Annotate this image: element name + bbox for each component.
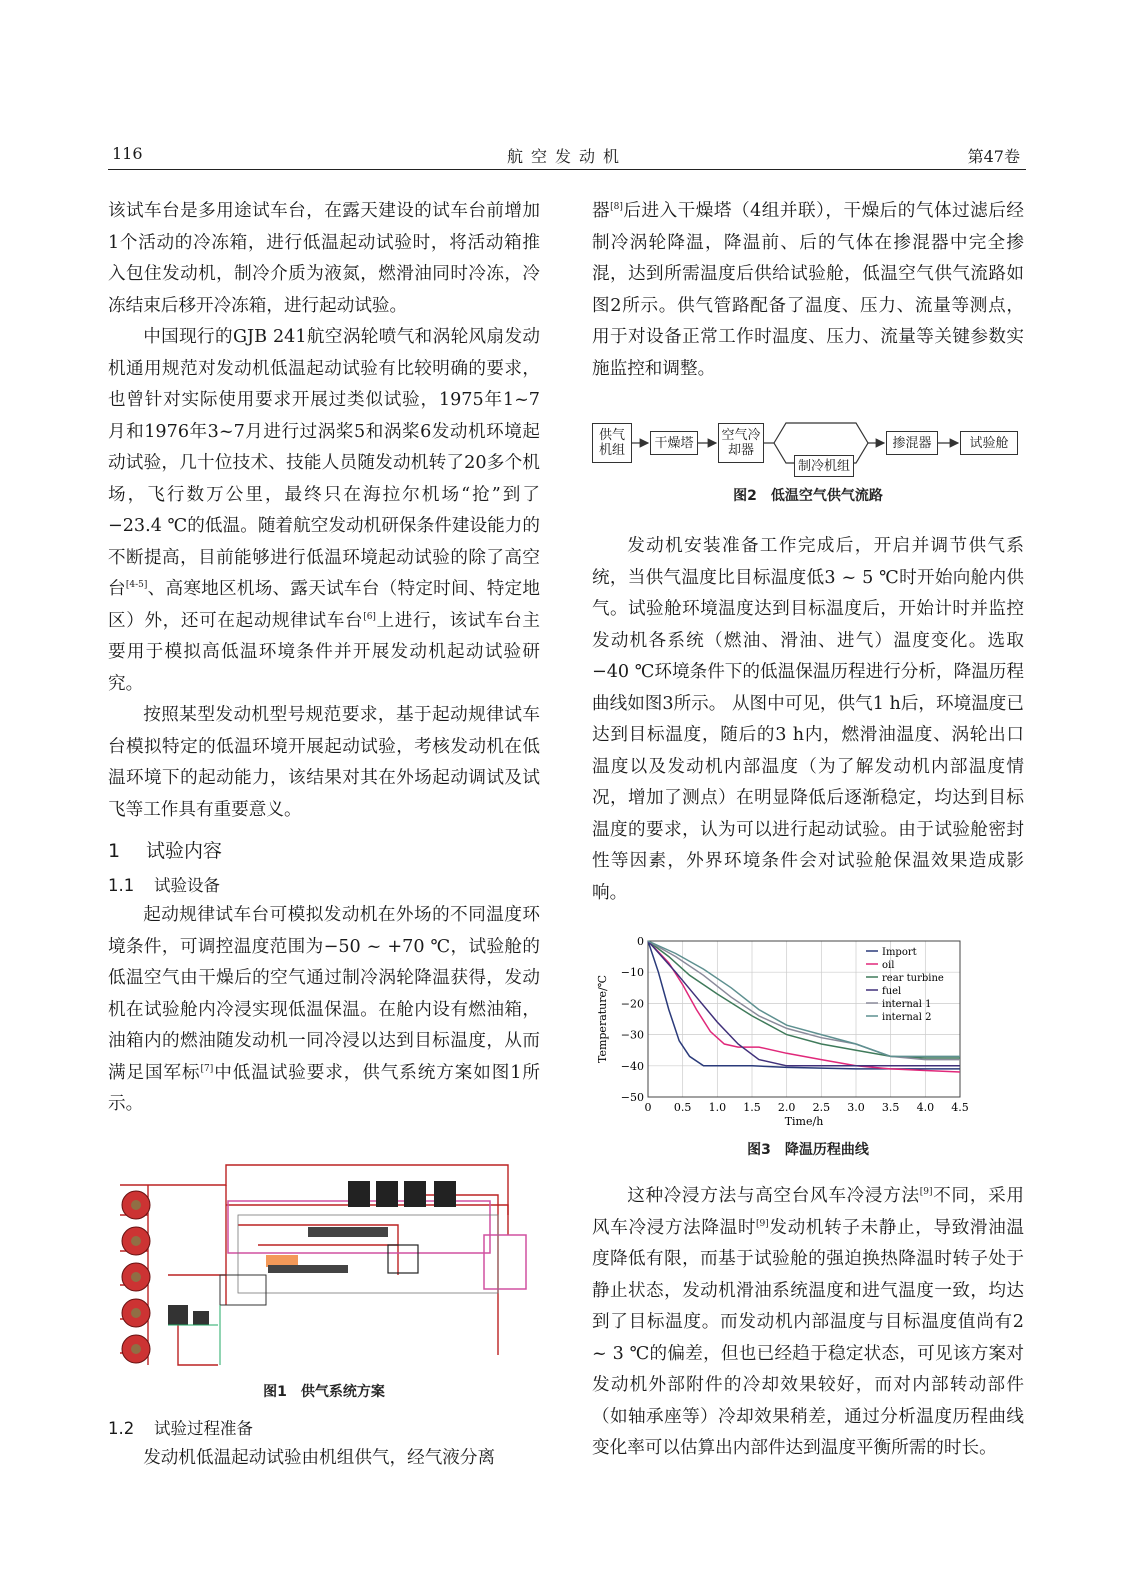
flow-box-air-supply-unit: 供气机组	[592, 423, 632, 463]
y-tick-label: 0	[637, 935, 644, 948]
citation[interactable]: [6]	[363, 611, 376, 622]
page-number: 116	[112, 144, 143, 163]
page-header	[108, 140, 1026, 170]
legend-entry: rear turbine	[882, 973, 944, 984]
x-tick-label: 4.5	[951, 1101, 969, 1114]
y-tick-label: −40	[620, 1059, 644, 1073]
x-tick-label: 0.5	[673, 1101, 692, 1114]
cooling-history-chart	[592, 931, 1024, 1135]
citation[interactable]: [4-5]	[125, 580, 148, 591]
flow-box-drying-tower: 干燥塔	[650, 431, 698, 455]
citation[interactable]: [7]	[200, 1063, 214, 1074]
legend-entry: oil	[882, 960, 895, 971]
paragraph: 这种冷浸方法与高空台风车冷浸方法[9]不同，采用风车冷浸方法降温时[9]发动机转子未静止，导致滑油温度降低有限，而基于试验舱的强迫换热降温时转子处于静止状态，发动机滑油系统温度和进气温度一致，均达到了目标温度。而发动机内部温度与目标温度值尚有2 ~ 3 ℃的偏差，但也已经趋于稳定状态，可见该方案对发动机外部附件的冷却效果较好，而对内部转动部件（如轴承座等）冷却效果稍差，通过分析温度历程曲线变化率可以估算出内部件达到温度平衡所需的时长。	[592, 1186, 1024, 1458]
flow-box-air-cooler: 空气冷却器	[718, 423, 764, 463]
journal-title: 航空发动机	[506, 147, 627, 166]
x-tick-label: 3.5	[881, 1101, 900, 1114]
legend-entry: internal 1	[882, 999, 932, 1010]
right-column	[592, 196, 1024, 1465]
x-tick-label: 1.5	[743, 1101, 761, 1114]
chart-svg	[592, 931, 1024, 1131]
paragraph: 该试车台是多用途试车台，在露天建设的试车台前增加1个活动的冷冻箱，进行低温起动试验时，将活动箱推入包住发动机，制冷介质为液氮，燃滑油同时冷冻，冷冻结束后移开冷冻箱，进行起动试验。	[108, 201, 540, 316]
legend-entry: internal 2	[882, 1012, 932, 1023]
citation[interactable]: [8]	[610, 202, 623, 213]
y-tick-label: −10	[620, 966, 644, 980]
flow-box-mixer: 掺混器	[886, 431, 938, 455]
y-axis-label: Temperature/℃	[596, 974, 609, 1064]
legend-entry: fuel	[882, 986, 902, 997]
volume-number: 第47卷	[967, 147, 1020, 166]
y-tick-label: −50	[620, 1091, 644, 1104]
section-heading: 1 试验内容	[108, 840, 223, 862]
x-tick-label: 0	[644, 1101, 652, 1114]
subsection-heading: 1.2 试验过程准备	[108, 1418, 253, 1438]
air-supply-system-schematic	[108, 1155, 540, 1373]
x-axis-label: Time/h	[784, 1115, 824, 1128]
paragraph: 中国现行的GJB 241航空涡轮喷气和涡轮风扇发动机通用规范对发动机低温起动试验有比较明确的要求，也曾针对实际使用要求开展过类似试验，1975年1~7月和1976年3~7月进行过涡桨5和涡桨6发动机环境起动试验，几十位技术、技能人员随发动机转了20多个机场，飞行数万公里，最终只在海拉尔机场“抢”到了−23.4 ℃的低温。随着航空发动机研保条件建设能力的不断提高，目前能够进行低温环境起动试验的除了高空台[4-5]、高寒地区机场、露天试车台（特定时间、特定地区）外，还可在起动规律试车台[6]上进行，该试车台主要用于模拟高低温环境条件并开展发动机起动试验研究。	[108, 327, 540, 694]
subsection-heading: 1.1 试验设备	[108, 876, 220, 895]
citation[interactable]: [9]	[756, 1218, 769, 1229]
paragraph: 器[8]后进入干燥塔（4组并联），干燥后的气体过滤后经制冷涡轮降温，降温前、后的气体在掺混器中完全掺混，达到所需温度后供给试验舱，低温空气供气流路如图2所示。供气管路配备了温度、压力、流量等测点，用于对设备正常工作时温度、压力、流量等关键参数实施监控和调整。	[592, 201, 1024, 379]
flow-box-test-chamber: 试验舱	[960, 431, 1018, 455]
paragraph: 发动机安装准备工作完成后，开启并调节供气系统，当供气温度比目标温度低3 ~ 5 ℃时开始向舱内供气。试验舱环境温度达到目标温度后，开始计时并监控发动机各系统（燃油、滑油、进气）温度变化。选取−40 ℃环境条件下的低温保温历程进行分析，降温历程曲线如图3所示。 从图中可见，供气1 h后，环境温度已达到目标温度，随后的3 h内，燃滑油温度、涡轮出口温度以及发动机内部温度（为了解发动机内部温度情况，增加了测点）在明显降低后逐渐稳定，均达到目标温度的要求，认为可以进行起动试验。由于试验舱密封性等因素，外界环境条件会对试验舱保温效果造成影响。	[592, 536, 1024, 903]
citation[interactable]: [9]	[919, 1187, 933, 1198]
x-tick-label: 3.0	[847, 1101, 865, 1114]
y-tick-label: −20	[620, 997, 644, 1011]
y-tick-label: −30	[620, 1028, 644, 1042]
figure-caption: 图1 供气系统方案	[263, 1383, 385, 1400]
x-tick-label: 4.0	[916, 1101, 935, 1114]
paragraph: 按照某型发动机型号规范要求，基于起动规律试车台模拟特定的低温环境开展起动试验，考核发动机在低温环境下的起动能力，该结果对其在外场起动调试及试飞等工作具有重要意义。	[108, 705, 540, 820]
flow-box-refrigeration-unit: 制冷机组	[794, 455, 854, 477]
figure-caption: 图3 降温历程曲线	[747, 1142, 869, 1158]
left-column	[108, 196, 540, 1474]
figure-caption: 图2 低温空气供气流路	[733, 488, 883, 504]
legend-entry: Import	[882, 947, 917, 958]
x-tick-label: 1.0	[708, 1101, 727, 1114]
flow-diagram	[592, 419, 1024, 479]
x-tick-label: 2.0	[777, 1101, 796, 1114]
paragraph: 发动机低温起动试验由机组供气，经气液分离	[143, 1447, 496, 1468]
paragraph: 起动规律试车台可模拟发动机在外场的不同温度环境条件，可调控温度范围为−50 ~ +70 ℃，试验舱的低温空气由干燥后的空气通过制冷涡轮降温获得，发动机在试验舱内冷浸实现低温保温。在舱内设有燃油箱，油箱内的燃油随发动机一同冷浸以达到目标温度，从而满足国军标[7]中低温试验要求，供气系统方案如图1所示。	[108, 905, 540, 1114]
x-tick-label: 2.5	[812, 1101, 831, 1114]
